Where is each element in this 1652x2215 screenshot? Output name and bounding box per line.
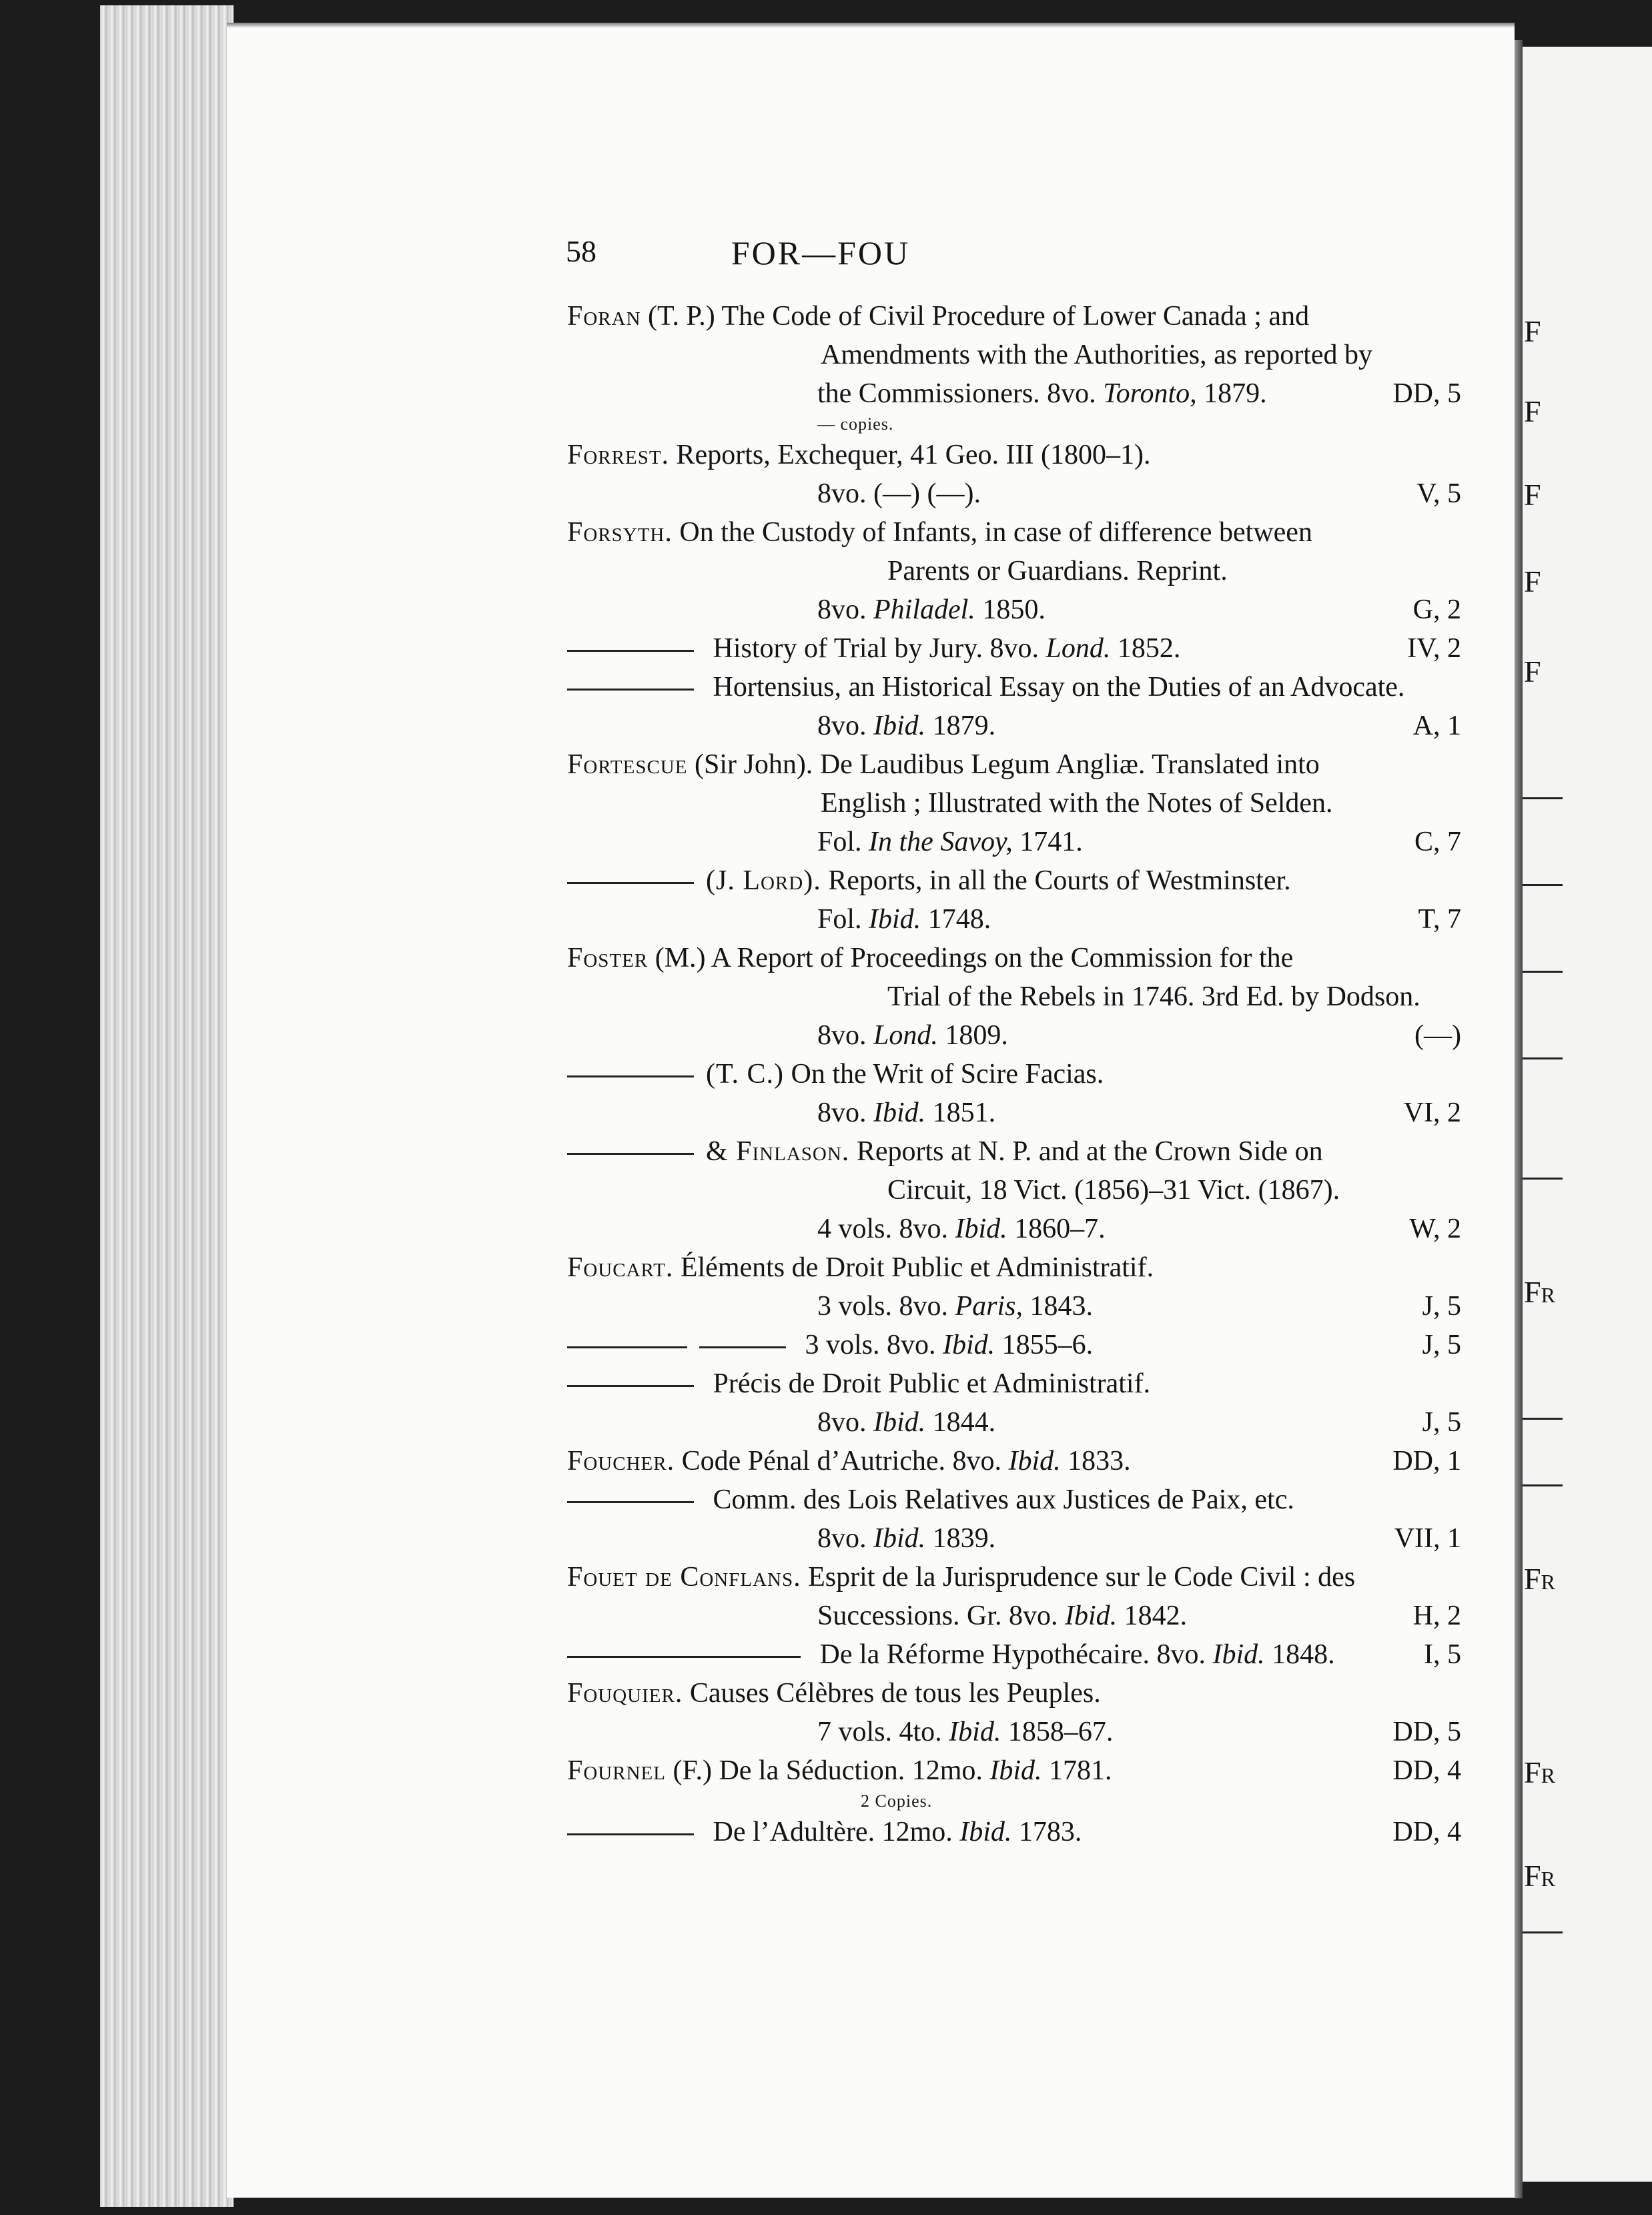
imprint-place: Lond. bbox=[1046, 633, 1111, 664]
catalogue-entry bbox=[567, 1480, 1461, 1558]
entry-author: Fouquier. bbox=[567, 1678, 683, 1709]
page-number: 58 bbox=[566, 234, 596, 268]
entry-author: Forrest. bbox=[567, 440, 670, 470]
entry-line bbox=[567, 1171, 1461, 1210]
entry-line bbox=[567, 1674, 1461, 1713]
entry-line bbox=[567, 1635, 1461, 1674]
entry-line bbox=[567, 1326, 1461, 1364]
entry-text: 3 vols. 8vo. bbox=[805, 1330, 936, 1360]
copies-note: 2 Copies. bbox=[861, 1791, 933, 1811]
entry-text: Fol. bbox=[817, 904, 862, 935]
copies-note: — copies. bbox=[817, 414, 894, 434]
catalogue-entry bbox=[567, 1813, 1461, 1851]
imprint-year: 1843. bbox=[1023, 1291, 1094, 1322]
shelf-mark: VII, 1 bbox=[1394, 1523, 1461, 1554]
next-page-edge bbox=[1523, 47, 1652, 2182]
entry-line bbox=[567, 374, 1461, 413]
catalogue-entry bbox=[567, 297, 1461, 436]
entry-line bbox=[567, 784, 1461, 823]
entry-author-suffix: (T. P.) bbox=[641, 301, 715, 332]
ditto-dash bbox=[567, 1153, 694, 1155]
imprint-place: Ibid. bbox=[1008, 1446, 1061, 1476]
next-page-mark: Fr bbox=[1524, 1755, 1555, 1789]
entry-author-suffix: & Finlason. bbox=[706, 1136, 850, 1167]
next-page-dash bbox=[1523, 1057, 1563, 1059]
running-head: FOR—FOU bbox=[731, 234, 911, 272]
entry-text: Amendments with the Authorities, as reported by bbox=[821, 340, 1373, 370]
imprint-year: 1741. bbox=[1012, 827, 1083, 857]
entry-text: 8vo. bbox=[817, 1097, 867, 1128]
entry-author-suffix: (J. Lord). bbox=[706, 865, 821, 896]
imprint-year: 1879. bbox=[1196, 378, 1267, 409]
imprint-year: 1783. bbox=[1011, 1817, 1082, 1847]
entry-text: Trial of the Rebels in 1746. 3rd Ed. by Dodson. bbox=[887, 981, 1420, 1012]
entry-line bbox=[567, 513, 1461, 552]
entry-line bbox=[567, 823, 1461, 861]
next-page-dash bbox=[1523, 1484, 1563, 1486]
imprint-place: Ibid. bbox=[959, 1817, 1012, 1847]
imprint-place: Ibid. bbox=[873, 1523, 926, 1554]
shelf-mark: IV, 2 bbox=[1407, 633, 1461, 664]
entry-text: De Laudibus Legum Angliæ. Translated into bbox=[819, 749, 1320, 780]
next-page-mark: F bbox=[1524, 394, 1541, 428]
entry-text: Reports at N. P. and at the Crown Side on bbox=[856, 1136, 1323, 1167]
ditto-dash bbox=[567, 1075, 694, 1077]
entry-line bbox=[567, 668, 1461, 707]
catalogue-entry bbox=[567, 1442, 1461, 1480]
entry-author: Foucart. bbox=[567, 1252, 674, 1283]
next-page-dash bbox=[1523, 1931, 1563, 1933]
imprint-place: Ibid. bbox=[1212, 1639, 1265, 1670]
entry-line bbox=[567, 552, 1461, 590]
imprint-year: 1851. bbox=[925, 1097, 996, 1128]
entry-line bbox=[567, 474, 1461, 513]
entry-text: On the Writ of Scire Facias. bbox=[791, 1059, 1104, 1089]
shelf-mark: H, 2 bbox=[1412, 1601, 1461, 1631]
imprint-year: 1858–67. bbox=[1001, 1717, 1114, 1747]
entry-text: De l’Adultère. 12mo. bbox=[713, 1817, 953, 1847]
entry-text: Code Pénal d’Autriche. 8vo. bbox=[681, 1446, 1001, 1476]
shelf-mark: J, 5 bbox=[1422, 1291, 1461, 1322]
imprint-year: 1850. bbox=[975, 594, 1046, 625]
entry-line bbox=[567, 1248, 1461, 1287]
entry-text: 7 vols. 4to. bbox=[817, 1717, 942, 1747]
entry-text: Hortensius, an Historical Essay on the Duties of an Advocate. bbox=[713, 672, 1405, 703]
entry-author: Fortescue bbox=[567, 749, 688, 780]
entry-line bbox=[567, 900, 1461, 939]
ditto-dash bbox=[567, 1833, 694, 1835]
entry-text: Circuit, 18 Vict. (1856)–31 Vict. (1867). bbox=[887, 1175, 1340, 1206]
shelf-mark: T, 7 bbox=[1418, 904, 1461, 935]
catalogue-entry bbox=[567, 745, 1461, 861]
entry-text: De la Réforme Hypothécaire. 8vo. bbox=[819, 1639, 1206, 1670]
imprint-year: 1852. bbox=[1110, 633, 1181, 664]
shelf-mark: J, 5 bbox=[1422, 1407, 1461, 1438]
next-page-mark: Fr bbox=[1524, 1859, 1555, 1893]
entry-line bbox=[567, 1210, 1461, 1248]
imprint-year: 1839. bbox=[925, 1523, 996, 1554]
entry-text: The Code of Civil Procedure of Lower Canada ; and bbox=[721, 301, 1310, 332]
catalogue-entry bbox=[567, 1248, 1461, 1326]
entry-text: the Commissioners. 8vo. bbox=[817, 378, 1096, 409]
entry-line bbox=[567, 1287, 1461, 1326]
catalogue-entry bbox=[567, 436, 1461, 513]
catalogue-entry bbox=[567, 1364, 1461, 1442]
catalogue-entry bbox=[567, 861, 1461, 939]
catalogue-entries bbox=[567, 297, 1461, 1851]
entry-line bbox=[567, 1132, 1461, 1171]
imprint-place: Toronto, bbox=[1103, 378, 1197, 409]
shelf-mark: J, 5 bbox=[1422, 1330, 1461, 1360]
catalogue-entry bbox=[567, 1055, 1461, 1132]
next-page-dash bbox=[1523, 1178, 1563, 1180]
entry-text: 4 vols. 8vo. bbox=[817, 1214, 949, 1244]
entry-author: Fouet de Conflans. bbox=[567, 1562, 801, 1593]
entry-line bbox=[567, 707, 1461, 745]
shelf-mark: (—) bbox=[1414, 1020, 1461, 1051]
entry-line bbox=[567, 939, 1461, 977]
imprint-place: In the Savoy, bbox=[869, 827, 1013, 857]
imprint-year: 1842. bbox=[1117, 1601, 1188, 1631]
entry-text: Comm. des Lois Relatives aux Justices de Paix, etc. bbox=[713, 1484, 1294, 1515]
entry-author-suffix: (F.) bbox=[665, 1755, 712, 1786]
imprint-year: 1833. bbox=[1060, 1446, 1131, 1476]
shelf-mark: G, 2 bbox=[1412, 594, 1461, 625]
entry-line bbox=[567, 745, 1461, 784]
shelf-mark: C, 7 bbox=[1414, 827, 1461, 857]
imprint-year: 1781. bbox=[1042, 1755, 1112, 1786]
catalogue-entry bbox=[567, 1132, 1461, 1248]
shelf-mark: I, 5 bbox=[1424, 1639, 1461, 1670]
next-page-dash bbox=[1523, 971, 1563, 973]
next-page-dash bbox=[1523, 1418, 1563, 1420]
catalogue-entry bbox=[567, 1751, 1461, 1813]
next-page-dash bbox=[1523, 797, 1563, 799]
imprint-year: 1844. bbox=[925, 1407, 996, 1438]
entry-text: History of Trial by Jury. 8vo. bbox=[713, 633, 1039, 664]
entry-text: A Report of Proceedings on the Commission for the bbox=[711, 943, 1294, 973]
entry-text: Causes Célèbres de tous les Peuples. bbox=[689, 1678, 1101, 1709]
page-edges bbox=[100, 5, 234, 2207]
entry-line bbox=[567, 590, 1461, 629]
entry-text: 8vo. bbox=[817, 711, 867, 741]
entry-line bbox=[567, 1597, 1461, 1635]
entry-author-suffix: (Sir John). bbox=[687, 749, 813, 780]
shelf-mark: DD, 5 bbox=[1392, 378, 1461, 409]
entry-line bbox=[567, 297, 1461, 336]
entry-line bbox=[567, 1813, 1461, 1851]
entry-line bbox=[567, 1558, 1461, 1597]
catalogue-entry bbox=[567, 1326, 1461, 1364]
ditto-dash bbox=[567, 650, 694, 652]
entry-text: De la Séduction. 12mo. bbox=[719, 1755, 983, 1786]
entry-text: 8vo. bbox=[817, 1407, 867, 1438]
catalogue-entry bbox=[567, 1674, 1461, 1751]
imprint-year: 1860–7. bbox=[1007, 1214, 1106, 1244]
entry-text: Esprit de la Jurisprudence sur le Code Civil : des bbox=[808, 1562, 1356, 1593]
ditto-dash bbox=[699, 1346, 786, 1348]
next-page-mark: Fr bbox=[1524, 1562, 1555, 1596]
entry-text: 3 vols. 8vo. bbox=[817, 1291, 949, 1322]
imprint-year: 1848. bbox=[1264, 1639, 1335, 1670]
catalogue-entry bbox=[567, 939, 1461, 1055]
catalogue-entry bbox=[567, 513, 1461, 629]
entry-line bbox=[567, 336, 1461, 374]
entry-text: Éléments de Droit Public et Administratif. bbox=[680, 1252, 1154, 1283]
catalogue-entry bbox=[567, 1558, 1461, 1635]
entry-text: On the Custody of Infants, in case of difference between bbox=[679, 517, 1312, 548]
next-page-mark: F bbox=[1524, 564, 1541, 598]
shelf-mark: DD, 5 bbox=[1392, 1717, 1461, 1747]
next-page-mark: F bbox=[1524, 314, 1541, 348]
imprint-place: Ibid. bbox=[1065, 1601, 1118, 1631]
entry-line bbox=[567, 1093, 1461, 1132]
imprint-place: Ibid. bbox=[873, 1097, 926, 1128]
ditto-dash bbox=[567, 882, 694, 884]
imprint-year: 1855–6. bbox=[995, 1330, 1094, 1360]
ditto-dash bbox=[567, 689, 694, 691]
entry-line bbox=[567, 1751, 1461, 1790]
next-page-dash bbox=[1523, 884, 1563, 886]
catalogue-entry bbox=[567, 668, 1461, 745]
imprint-place: Lond. bbox=[873, 1020, 938, 1051]
entry-author: Foucher. bbox=[567, 1446, 675, 1476]
imprint-place: Ibid. bbox=[989, 1755, 1042, 1786]
entry-text: Reports, in all the Courts of Westminster. bbox=[828, 865, 1291, 896]
ditto-dash bbox=[567, 1346, 687, 1348]
entry-line bbox=[567, 1713, 1461, 1751]
entry-line bbox=[567, 1519, 1461, 1558]
shelf-mark: W, 2 bbox=[1409, 1214, 1461, 1244]
ditto-dash bbox=[567, 1501, 694, 1503]
catalogue-entry bbox=[567, 1635, 1461, 1674]
entry-author: Foran bbox=[567, 301, 641, 332]
entry-text: 8vo. bbox=[817, 1523, 867, 1554]
imprint-year: 1879. bbox=[925, 711, 996, 741]
entry-line bbox=[567, 861, 1461, 900]
shelf-mark: DD, 4 bbox=[1392, 1755, 1461, 1786]
entry-line bbox=[567, 629, 1461, 668]
entry-text: 8vo. bbox=[817, 594, 867, 625]
ditto-dash bbox=[567, 1385, 694, 1387]
entry-line bbox=[567, 977, 1461, 1016]
entry-line bbox=[567, 1364, 1461, 1403]
shelf-mark: VI, 2 bbox=[1403, 1097, 1461, 1128]
entry-line bbox=[567, 1480, 1461, 1519]
shelf-mark: V, 5 bbox=[1416, 478, 1461, 509]
entry-line bbox=[567, 1403, 1461, 1442]
catalogue-entry bbox=[567, 629, 1461, 668]
entry-author-suffix: (M.) bbox=[648, 943, 706, 973]
imprint-place: Ibid. bbox=[949, 1717, 1001, 1747]
entry-line bbox=[567, 1442, 1461, 1480]
imprint-place: Philadel. bbox=[873, 594, 975, 625]
next-page-mark: Fr bbox=[1524, 1275, 1555, 1309]
imprint-year: 1809. bbox=[937, 1020, 1008, 1051]
entry-text: 8vo. (—) (—). bbox=[817, 478, 981, 509]
ditto-dash bbox=[567, 1656, 801, 1658]
entry-text: Parents or Guardians. Reprint. bbox=[887, 556, 1228, 586]
shelf-mark: DD, 1 bbox=[1392, 1446, 1461, 1476]
entry-text: 8vo. bbox=[817, 1020, 867, 1051]
entry-author: Forsyth. bbox=[567, 517, 673, 548]
entry-author: Foster bbox=[567, 943, 649, 973]
entry-author-suffix: (T. C.) bbox=[706, 1059, 785, 1089]
entry-line bbox=[567, 1016, 1461, 1055]
entry-text: Successions. Gr. 8vo. bbox=[817, 1601, 1058, 1631]
imprint-place: Ibid. bbox=[869, 904, 921, 935]
imprint-place: Ibid. bbox=[943, 1330, 995, 1360]
entry-line bbox=[567, 436, 1461, 474]
entry-author: Fournel bbox=[567, 1755, 666, 1786]
imprint-place: Ibid. bbox=[955, 1214, 1007, 1244]
entry-text: Fol. bbox=[817, 827, 862, 857]
entry-text: English ; Illustrated with the Notes of Selden. bbox=[821, 788, 1333, 819]
entry-text: Reports, Exchequer, 41 Geo. III (1800–1). bbox=[676, 440, 1151, 470]
shelf-mark: A, 1 bbox=[1412, 711, 1461, 741]
shelf-mark: DD, 4 bbox=[1392, 1817, 1461, 1847]
next-page-mark: F bbox=[1524, 478, 1541, 512]
entry-text: Précis de Droit Public et Administratif. bbox=[713, 1368, 1151, 1399]
imprint-place: Ibid. bbox=[873, 711, 926, 741]
imprint-year: 1748. bbox=[921, 904, 991, 935]
page-gutter bbox=[1515, 40, 1523, 2198]
imprint-place: Ibid. bbox=[873, 1407, 926, 1438]
imprint-place: Paris, bbox=[955, 1291, 1023, 1322]
entry-line bbox=[567, 1055, 1461, 1093]
next-page-mark: F bbox=[1524, 654, 1541, 689]
